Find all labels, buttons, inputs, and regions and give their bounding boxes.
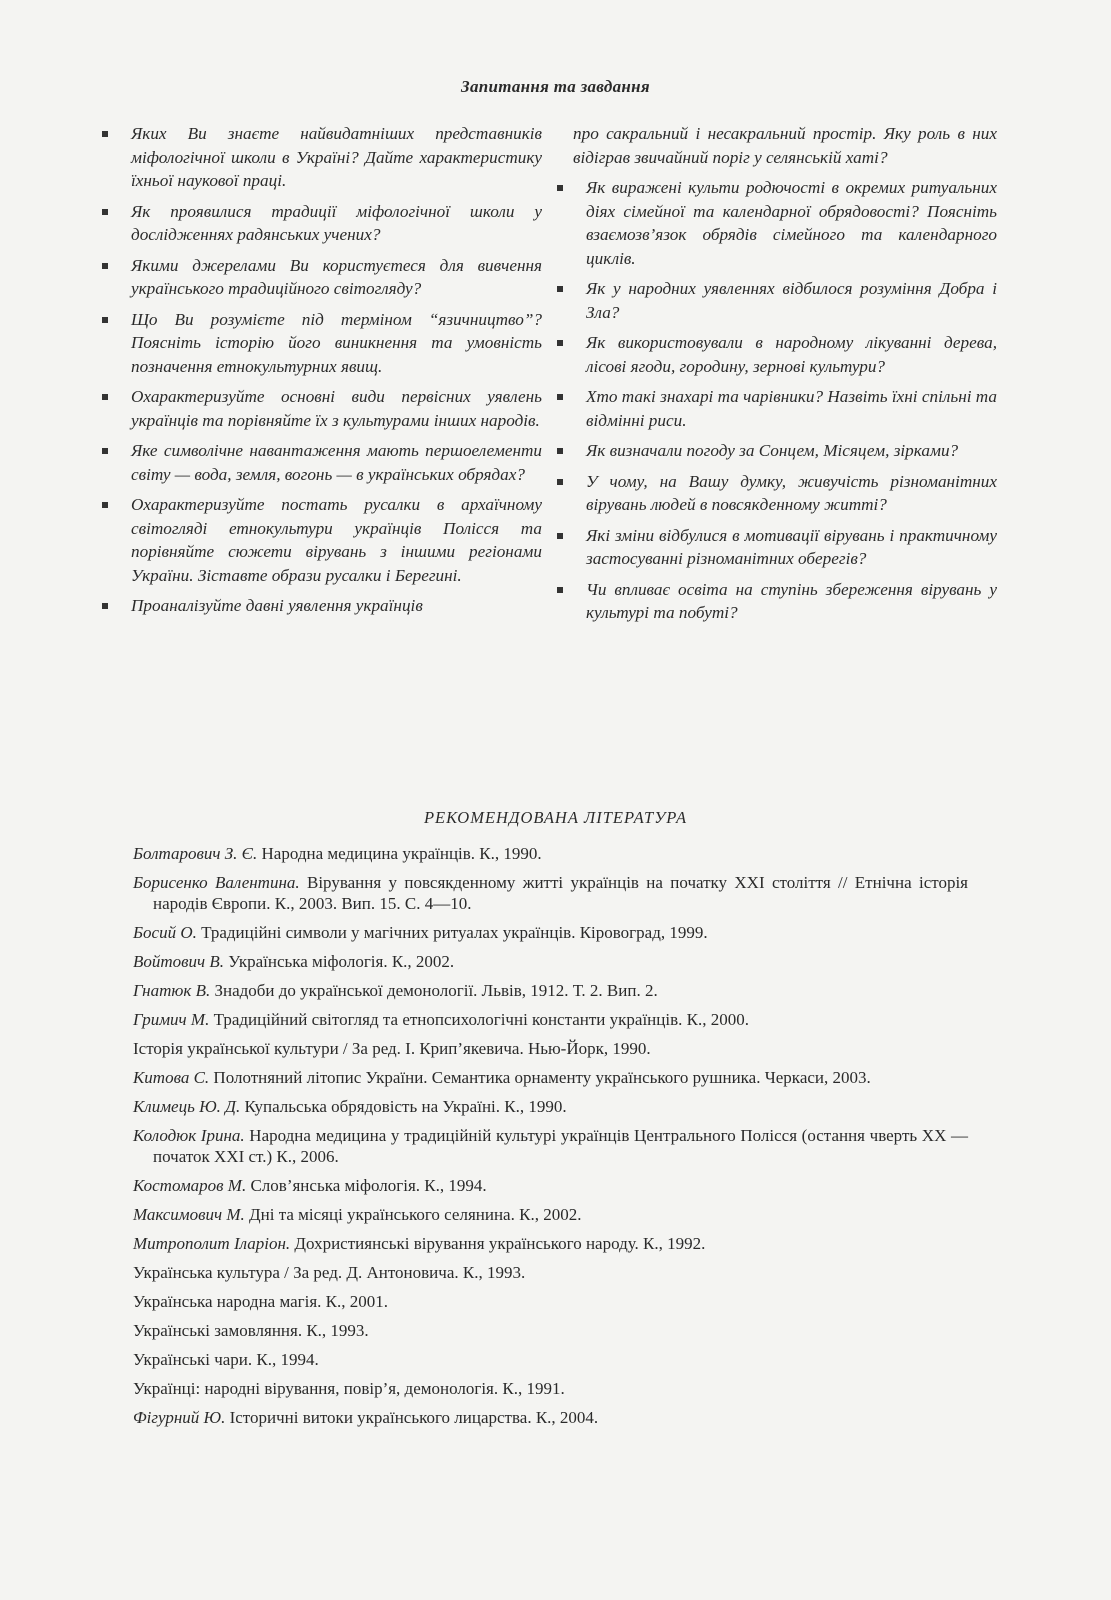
bibliography-entry <box>133 1291 968 1312</box>
bibliography-entry <box>133 1378 968 1399</box>
bibliography-author: Фігурний Ю. <box>133 1408 226 1427</box>
square-bullet-icon <box>557 340 563 346</box>
bibliography-entry <box>133 1320 968 1341</box>
question-text: Як проявилися традиції міфологічної школи у дослідженнях радянських учених? <box>131 201 542 244</box>
bibliography-entry <box>133 1038 968 1059</box>
bibliography-entry <box>133 1233 968 1254</box>
question-text: Які зміни відбулися в мотивації вірувань і практичному застосуванні різноманітних оберегів? <box>586 525 997 568</box>
question-text: Охарактеризуйте постать русалки в архаїчному світогляді етнокультури українців Полісся та порівняйте сюжети вірувань з іншими регіонами України. Зіставте образи русалки і Берегині. <box>131 495 542 585</box>
question-text: Що Ви розумієте під терміном “язичництво”? Поясніть історію його виникнення та умовність позначення етнокультурних явищ. <box>131 309 542 376</box>
question-item <box>102 439 542 486</box>
bibliography-text: Дні та місяці українського селянина. К., 2002. <box>244 1205 582 1224</box>
question-item <box>102 493 542 587</box>
square-bullet-icon <box>102 317 108 323</box>
bibliography-author: Китова С. <box>133 1068 210 1087</box>
question-text: Хто такі знахарі та чарівники? Назвіть їхні спільні та відмінні риси. <box>586 387 998 430</box>
bibliography-text: Слов’янська міфологія. К., 1994. <box>246 1176 487 1195</box>
question-item <box>557 277 997 324</box>
square-bullet-icon <box>557 533 563 539</box>
bibliography-author: Болтарович З. Є. <box>133 844 258 863</box>
question-text: Яке символічне навантаження мають першоелементи світу — вода, земля, вогонь — в українських обрядах? <box>131 441 542 484</box>
question-text: Як визначали погоду за Сонцем, Місяцем, зірками? <box>586 441 959 460</box>
question-item <box>557 470 997 517</box>
question-item <box>557 331 997 378</box>
square-bullet-icon <box>102 448 108 454</box>
bibliography-entry <box>133 1096 968 1117</box>
bibliography-text: Українські чари. К., 1994. <box>133 1350 319 1369</box>
square-bullet-icon <box>557 286 563 292</box>
literature-title: РЕКОМЕНДОВАНА ЛІТЕРАТУРА <box>423 808 688 827</box>
bibliography-entry <box>133 922 968 943</box>
bibliography-text: Народна медицина українців. К., 1990. <box>257 844 542 863</box>
bibliography-entry <box>133 1349 968 1370</box>
bibliography-entry <box>133 1009 968 1030</box>
square-bullet-icon <box>557 394 563 400</box>
square-bullet-icon <box>557 479 563 485</box>
bibliography-text: Купальська обрядовість на Україні. К., 1990. <box>240 1097 567 1116</box>
bibliography-entry <box>133 843 968 864</box>
bibliography-author: Митрополит Іларіон. <box>133 1234 291 1253</box>
bibliography-entry <box>133 951 968 972</box>
questions-left-list <box>102 122 542 618</box>
bibliography-entry <box>133 1067 968 1088</box>
bibliography-text: Українські замовляння. К., 1993. <box>133 1321 369 1340</box>
bibliography-author: Колодюк Ірина. <box>133 1126 245 1145</box>
questions-left-column <box>102 122 542 632</box>
bibliography-author: Костомаров М. <box>133 1176 247 1195</box>
questions-right-column <box>557 122 997 632</box>
bibliography-text: Історія української культури / За ред. І. Крип’якевича. Нью-Йорк, 1990. <box>133 1039 651 1058</box>
bibliography-text: Полотняний літопис України. Семантика орнаменту українського рушника. Черкаси, 2003. <box>209 1068 871 1087</box>
bibliography-text: Українська народна магія. К., 2001. <box>133 1292 388 1311</box>
question-text: Як виражені культи родючості в окремих ритуальних діях сімейної та календарної обрядовості? Поясніть взаємозв’язок обрядів сімейного та календарного циклів. <box>586 178 997 268</box>
question-text: Яких Ви знаєте найвидатніших представників міфологічної школи в Україні? Дайте характеристику їхньої наукової праці. <box>131 124 542 190</box>
question-item <box>557 578 997 625</box>
question-item <box>102 122 542 193</box>
bibliography-text: Народна медицина у традиційній культурі українців Центрального Полісся (остання чверть XX — початок XXI ст.) К., 2006. <box>153 1126 968 1166</box>
bibliography-entry <box>133 1262 968 1283</box>
question-item <box>102 254 542 301</box>
square-bullet-icon <box>102 603 108 609</box>
question-item <box>557 439 997 463</box>
question-continuation: про сакральний і несакральний простір. Яку роль в них відіграв звичайний поріг у селянській хаті? <box>573 124 997 167</box>
bibliography-text: Знадоби до української демонології. Львів, 1912. Т. 2. Вип. 2. <box>210 981 658 1000</box>
bibliography-text: Українська міфологія. К., 2002. <box>224 952 455 971</box>
question-text: Як у народних уявленнях відбилося розуміння Добра і Зла? <box>586 279 997 322</box>
questions-columns <box>102 122 997 632</box>
square-bullet-icon <box>557 185 563 191</box>
bibliography-text: Традиційний світогляд та етнопсихологічні константи українців. К., 2000. <box>209 1010 749 1029</box>
question-text: У чому, на Вашу думку, живучість різноманітних вірувань людей в повсякденному житті? <box>586 471 997 514</box>
square-bullet-icon <box>102 209 108 215</box>
bibliography-entry <box>133 1125 968 1167</box>
question-item <box>557 524 997 571</box>
square-bullet-icon <box>102 263 108 269</box>
bibliography-entry <box>133 1407 968 1428</box>
bibliography-entry <box>133 1175 968 1196</box>
bibliography-text: Українська культура / За ред. Д. Антоновича. К., 1993. <box>133 1263 526 1282</box>
question-text: Чи впливає освіта на ступінь збереження вірувань у культурі та побуті? <box>586 579 997 622</box>
bibliography-author: Гнатюк В. <box>133 981 211 1000</box>
square-bullet-icon <box>102 394 108 400</box>
question-item <box>102 594 542 618</box>
square-bullet-icon <box>557 448 563 454</box>
bibliography-text: Українці: народні вірування, повір’я, демонологія. К., 1991. <box>133 1379 565 1398</box>
bibliography-text: Традиційні символи у магічних ритуалах українців. Кіровоград, 1999. <box>196 923 708 942</box>
bibliography-list <box>133 843 968 1436</box>
question-item <box>102 200 542 247</box>
bibliography-author: Максимович М. <box>133 1205 245 1224</box>
bibliography-author: Босий О. <box>133 923 197 942</box>
question-item <box>557 176 997 270</box>
bibliography-entry <box>133 980 968 1001</box>
square-bullet-icon <box>102 131 108 137</box>
question-item <box>102 385 542 432</box>
question-item <box>102 308 542 379</box>
bibliography-text: Вірування у повсякденному житті українців на початку XXI століття // Етнічна історія народів Європи. К., 2003. Вип. 15. С. 4—10. <box>153 873 968 913</box>
question-text: Якими джерелами Ви користуєтеся для вивчення українського традиційного світогляду? <box>131 255 542 298</box>
bibliography-entry <box>133 1204 968 1225</box>
bibliography-author: Войтович В. <box>133 952 225 971</box>
bibliography-text: Історичні витоки українського лицарства. К., 2004. <box>225 1408 599 1427</box>
questions-right-list <box>557 122 997 625</box>
question-item <box>557 385 997 432</box>
bibliography-author: Гримич М. <box>133 1010 210 1029</box>
questions-title: Запитання та завдання <box>461 77 650 96</box>
bibliography-text: Дохристиянські вірування українського народу. К., 1992. <box>290 1234 706 1253</box>
question-text: Охарактеризуйте основні види первісних уявлень українців та порівняйте їх з культурами інших народів. <box>131 387 542 430</box>
bibliography-entry <box>133 872 968 914</box>
question-text: Як використовували в народному лікуванні дерева, лісові ягоди, городину, зернові культури? <box>586 333 997 376</box>
question-text: Проаналізуйте давні уявлення українців <box>131 596 423 615</box>
square-bullet-icon <box>102 502 108 508</box>
bibliography-author: Климець Ю. Д. <box>133 1097 241 1116</box>
bibliography-author: Борисенко Валентина. <box>133 873 300 892</box>
square-bullet-icon <box>557 587 563 593</box>
